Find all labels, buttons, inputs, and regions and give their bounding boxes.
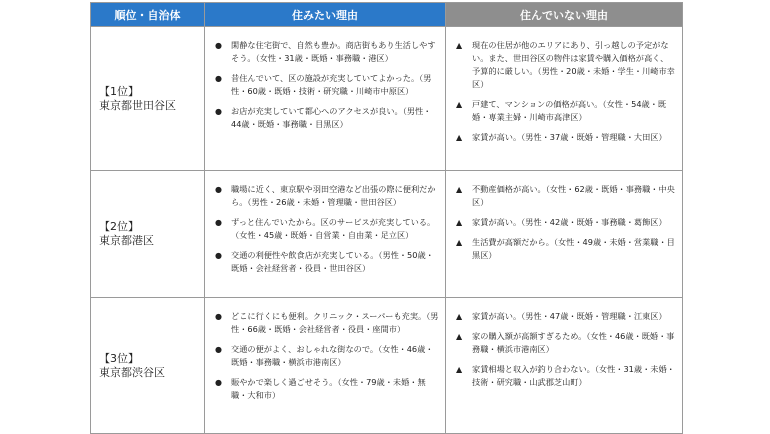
want-reasons-cell [205, 27, 446, 171]
triangle-icon: ▲ [456, 312, 463, 321]
reason-text: 戸建て、マンションの価格が高い。（女性・54歳・既婚・専業主婦・川崎市高津区） [472, 99, 667, 122]
reason-text: 昔住んでいて、区の施設が充実していてよかった。（男性・60歳・既婚・技術・研究職・川崎市中原区） [231, 73, 432, 96]
want-reasons-list [213, 183, 439, 275]
not-reasons-cell [446, 171, 683, 298]
list-item [213, 105, 439, 131]
bullet-icon: ● [215, 107, 222, 116]
reason-text: 家賃が高い。（男性・42歳・既婚・事務職・葛飾区） [472, 217, 667, 227]
bullet-icon: ● [215, 251, 222, 260]
reason-text: 不動産価格が高い。（女性・62歳・既婚・事務職・中央区） [472, 184, 675, 207]
bullet-icon: ● [215, 312, 222, 321]
reason-text: 家の購入額が高額すぎるため。（女性・46歳・既婚・事務職・横浜市港南区） [472, 331, 675, 354]
not-reasons-list [454, 39, 676, 144]
list-item [213, 343, 439, 369]
not-reasons-cell [446, 27, 683, 171]
list-item [213, 310, 439, 336]
not-reasons-list [454, 183, 676, 262]
reason-text: 賑やかで楽しく過ごせそう。（女性・79歳・未婚・無職・大和市） [231, 377, 426, 400]
bullet-icon: ● [215, 218, 222, 227]
city-name: 東京都港区 [99, 234, 154, 247]
reason-text: 交通の利便性や飲食店が充実している。（男性・50歳・既婚・会社経営者・役員・世田谷区） [231, 250, 434, 273]
list-item [454, 131, 676, 144]
list-item [213, 183, 439, 209]
reason-text: お店が充実していて都心へのアクセスが良い。（男性・44歳・既婚・事務職・目黒区） [231, 106, 432, 129]
want-reasons-cell [205, 298, 446, 434]
reason-text: どこに行くにも便利。クリニック・スーパーも充実。（男性・66歳・既婚・会社経営者・役員・座間市） [231, 311, 439, 334]
list-item [454, 216, 676, 229]
list-item [213, 249, 439, 275]
list-item [454, 236, 676, 262]
list-item [454, 183, 676, 209]
ranking-table [90, 2, 683, 434]
reason-text: 家賃相場と収入が釣り合わない。（女性・31歳・未婚・技術・研究職・山武郡芝山町） [472, 364, 675, 387]
not-reasons-list [454, 310, 676, 389]
triangle-icon: ▲ [456, 100, 463, 109]
list-item [213, 72, 439, 98]
city-name: 東京都渋谷区 [99, 365, 165, 379]
rank-label: 【3位】 [99, 351, 139, 365]
bullet-icon: ● [215, 378, 222, 387]
bullet-icon: ● [215, 41, 222, 50]
reason-text: 現在の住居が他のエリアにあり、引っ越しの予定がない。また、世田谷区の物件は家賃や購入価格が高く、予算的に厳しい。（男性・20歳・未婚・学生・川崎市幸区） [472, 40, 675, 89]
triangle-icon: ▲ [456, 133, 463, 142]
bullet-icon: ● [215, 345, 222, 354]
rank-label: 【2位】 [99, 220, 139, 233]
want-reasons-cell [205, 171, 446, 298]
want-reasons-list [213, 310, 439, 402]
reason-text: 閑静な住宅街で、自然も豊か。商店街もあり生活しやすそう。（女性・31歳・既婚・事務職・港区） [231, 40, 436, 63]
list-item [213, 39, 439, 65]
reason-text: 家賃が高い。（男性・47歳・既婚・管理職・江東区） [472, 311, 667, 321]
list-item [213, 376, 439, 402]
bullet-icon: ● [215, 185, 222, 194]
city-name: 東京都世田谷区 [99, 98, 176, 112]
triangle-icon: ▲ [456, 185, 463, 194]
reason-text: 家賃が高い。（男性・37歳・既婚・管理職・大田区） [472, 132, 667, 142]
reason-text: 職場に近く、東京駅や羽田空港など出張の際に便利だから。（男性・26歳・未婚・管理職・世田谷区） [231, 184, 436, 207]
reason-text: ずっと住んでいたから。区のサービスが充実している。（女性・45歳・既婚・自営業・自由業・足立区） [231, 217, 436, 240]
triangle-icon: ▲ [456, 332, 463, 341]
header-not-reasons: 住んでいない理由 [446, 3, 683, 27]
list-item [454, 39, 676, 91]
triangle-icon: ▲ [456, 41, 463, 50]
triangle-icon: ▲ [456, 238, 463, 247]
table-row [91, 171, 683, 298]
reason-text: 生活費が高額だから。（女性・49歳・未婚・営業職・目黒区） [472, 237, 675, 260]
reason-text: 交通の便がよく、おしゃれな街なので。（女性・46歳・既婚・事務職・横浜市港南区） [231, 344, 434, 367]
header-rank: 順位・自治体 [91, 3, 205, 27]
rank-cell [91, 27, 205, 171]
list-item [213, 216, 439, 242]
table-row [91, 27, 683, 171]
not-reasons-cell [446, 298, 683, 434]
list-item [454, 98, 676, 124]
header-want-reasons: 住みたい理由 [205, 3, 446, 27]
triangle-icon: ▲ [456, 218, 463, 227]
bullet-icon: ● [215, 74, 222, 83]
header-row [91, 3, 683, 27]
list-item [454, 310, 676, 323]
list-item [454, 363, 676, 389]
rank-cell [91, 298, 205, 434]
rank-cell [91, 171, 205, 298]
list-item [454, 330, 676, 356]
table-row [91, 298, 683, 434]
want-reasons-list [213, 39, 439, 131]
triangle-icon: ▲ [456, 365, 463, 374]
rank-label: 【1位】 [99, 84, 139, 98]
